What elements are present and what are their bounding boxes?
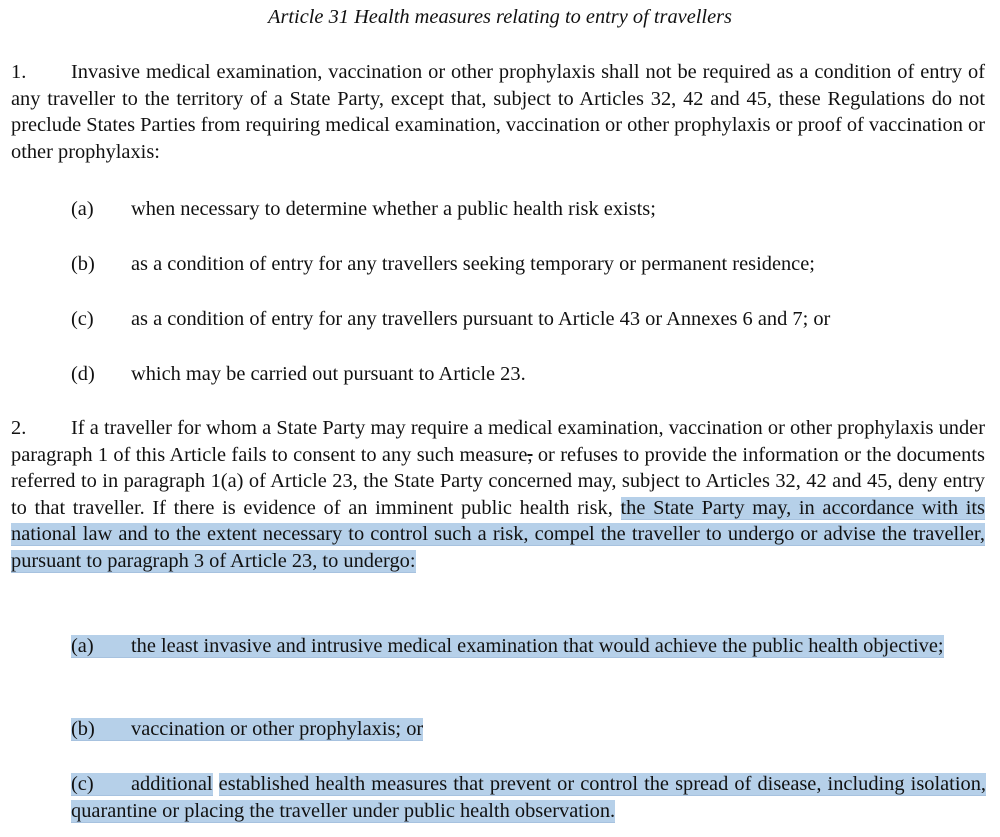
highlighted-text: established health measures that prevent or control the spread of disease, including isolation, quarantine or placing the traveller under public health observation. — [71, 773, 986, 822]
paragraph-2 — [11, 415, 985, 574]
item-text: vaccination or other prophylaxis; or — [131, 718, 424, 740]
list-item — [71, 361, 986, 388]
list-item — [71, 771, 986, 824]
struck-comma: , — [527, 443, 533, 466]
item-text: which may be carried out pursuant to Article 23. — [131, 363, 526, 385]
paragraph-number: 2. — [11, 417, 27, 439]
item-label: (d) — [71, 363, 95, 385]
list-item — [71, 196, 986, 223]
item-label: (b) — [71, 253, 95, 275]
item-text: the least invasive and intrusive medical examination that would achieve the public health objective; — [131, 635, 944, 657]
paragraph-text: If a traveller for whom a State Party may require a medical examination, vaccination or other prophylaxis under paragraph 1 of this Article fails to consent to any such measure — [11, 417, 985, 466]
item-label: (a) — [71, 635, 94, 657]
paragraph-text: or refuses to provide the information or the documents referred to in paragraph 1(a) of Article 23, the State Party concerned may, subject to Articles 32, 42 and 45, deny entry to that traveller. If there is evidence of an imminent public health risk, — [11, 443, 985, 519]
item-text: when necessary to determine whether a public health risk exists; — [131, 198, 656, 220]
paragraph-text: Invasive medical examination, vaccination or other prophylaxis shall not be required as a condition of entry of any traveller to the territory of a State Party, except that, subject to Articles 32, 42 and 45, these Regulations do not preclude States Parties from requiring medical examination, vaccination or other prophylaxis or proof of vaccination or other prophylaxis: — [11, 61, 985, 163]
paragraph-1 — [11, 59, 985, 165]
item-label: (c) — [71, 308, 94, 330]
highlighted-text — [71, 635, 944, 658]
list-item — [71, 633, 986, 660]
item-label: (a) — [71, 198, 94, 220]
list-item — [71, 251, 986, 278]
item-text: additional — [131, 773, 213, 795]
item-text: as a condition of entry for any travellers pursuant to Article 43 or Annexes 6 and 7; or — [131, 308, 831, 330]
highlighted-text — [71, 718, 423, 741]
highlighted-text — [71, 773, 213, 796]
highlighted-text: the State Party may, in accordance with its national law and to the extent necessary to control such a risk, compel the traveller to undergo or advise the traveller, pursuant to paragraph 3 of Article 23, to undergo: — [11, 496, 985, 572]
item-label: (b) — [71, 718, 95, 740]
list-item — [71, 306, 986, 333]
article-title: Article 31 Health measures relating to entry of travellers — [268, 6, 732, 28]
item-text: as a condition of entry for any travellers seeking temporary or permanent residence; — [131, 253, 815, 275]
item-label: (c) — [71, 773, 94, 795]
paragraph-number: 1. — [11, 61, 27, 83]
list-item — [71, 716, 986, 743]
